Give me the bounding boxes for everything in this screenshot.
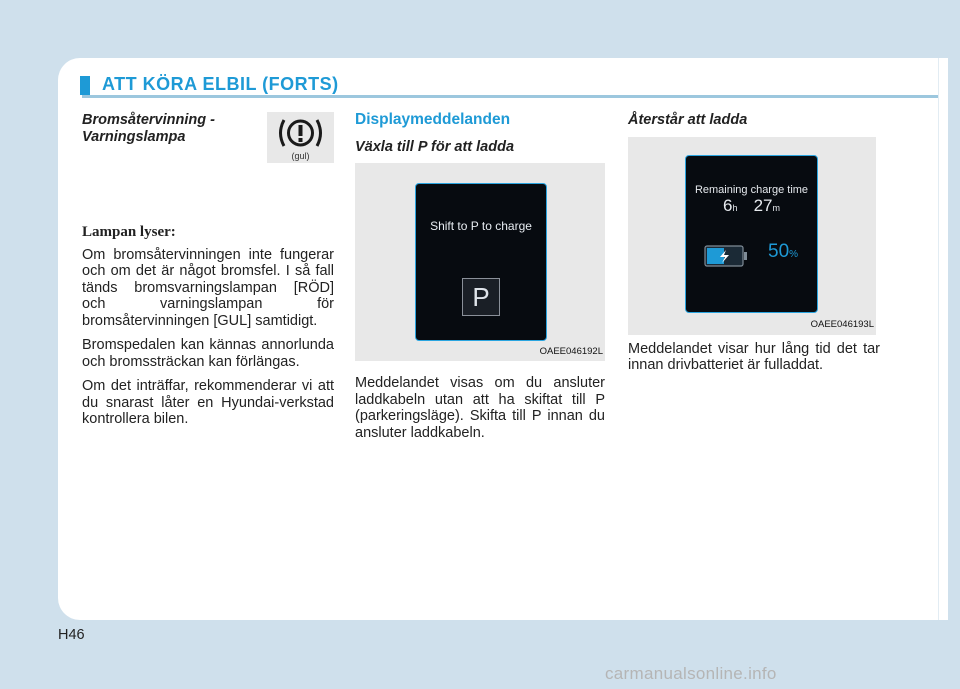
cluster-display — [685, 155, 818, 313]
hours-value: 6 — [722, 195, 733, 215]
percent-value: 50 — [768, 240, 790, 262]
shift-message: Shift to P to charge — [430, 219, 532, 233]
subtitle-remaining-charge: Återstår att ladda — [628, 112, 748, 128]
figure-remaining-charge — [628, 137, 876, 335]
minutes-value: 27 — [753, 195, 773, 215]
header-rule — [82, 95, 938, 98]
brake-warning-icon-label: (gul) — [291, 151, 310, 161]
header-title: ATT KÖRA ELBIL (FORTS) — [102, 74, 339, 94]
figure-code: OAEE046192L — [539, 345, 603, 357]
remaining-time — [686, 195, 817, 217]
page-number: H46 — [58, 627, 85, 643]
percent-unit: % — [789, 248, 799, 260]
figure-code: OAEE046193L — [810, 319, 874, 330]
lamp-on-heading: Lampan lyser: — [82, 224, 176, 240]
battery-charging-icon — [704, 245, 748, 267]
paragraph: Meddelandet visar hur lång tid det tar innan drivbatteriet är fulladdat. — [628, 340, 880, 373]
minutes-unit: m — [772, 202, 781, 213]
paragraph: Om det inträffar, rekommenderar vi att du snarast låter en Hyundai-verkstad kontrollera bilen. — [82, 378, 334, 427]
brake-warning-title: Bromsåtervinning - Varningslampa — [82, 112, 215, 145]
paragraph: Om bromsåtervinningen inte fungerar och om det är något bromsfel. I så fall tänds bromsvarningslampan [RÖD] och varningslampan för bromsåtervinningen [GUL] samtidigt. — [82, 246, 334, 329]
column-brake-warning — [82, 110, 334, 436]
watermark: carmanualsonline.info — [605, 664, 777, 683]
brake-warning-symbol — [275, 115, 326, 151]
charge-percent — [768, 240, 799, 264]
paragraph: Meddelandet visas om du ansluter laddkabeln utan att ha skiftat till P (parkeringsläge). Skifta till P innan du ansluter laddkabeln. — [355, 375, 605, 441]
hours-unit: h — [732, 202, 738, 213]
cluster-display — [415, 183, 547, 341]
page-edge — [938, 58, 939, 620]
park-gear-indicator: P — [462, 278, 500, 316]
brake-warning-icon — [267, 112, 334, 163]
column-display-messages — [355, 110, 605, 449]
section-title: Displaymeddelanden — [355, 111, 511, 128]
remaining-charge-label: Remaining charge time — [694, 183, 809, 196]
figure-shift-to-p — [355, 163, 605, 361]
paragraph: Bromspedalen kan kännas annorlunda och bromssträckan kan förlängas. — [82, 337, 334, 370]
subtitle-shift-to-p: Växla till P för att ladda — [355, 138, 515, 155]
column-remaining-charge — [628, 110, 880, 382]
header-marker — [80, 76, 90, 95]
